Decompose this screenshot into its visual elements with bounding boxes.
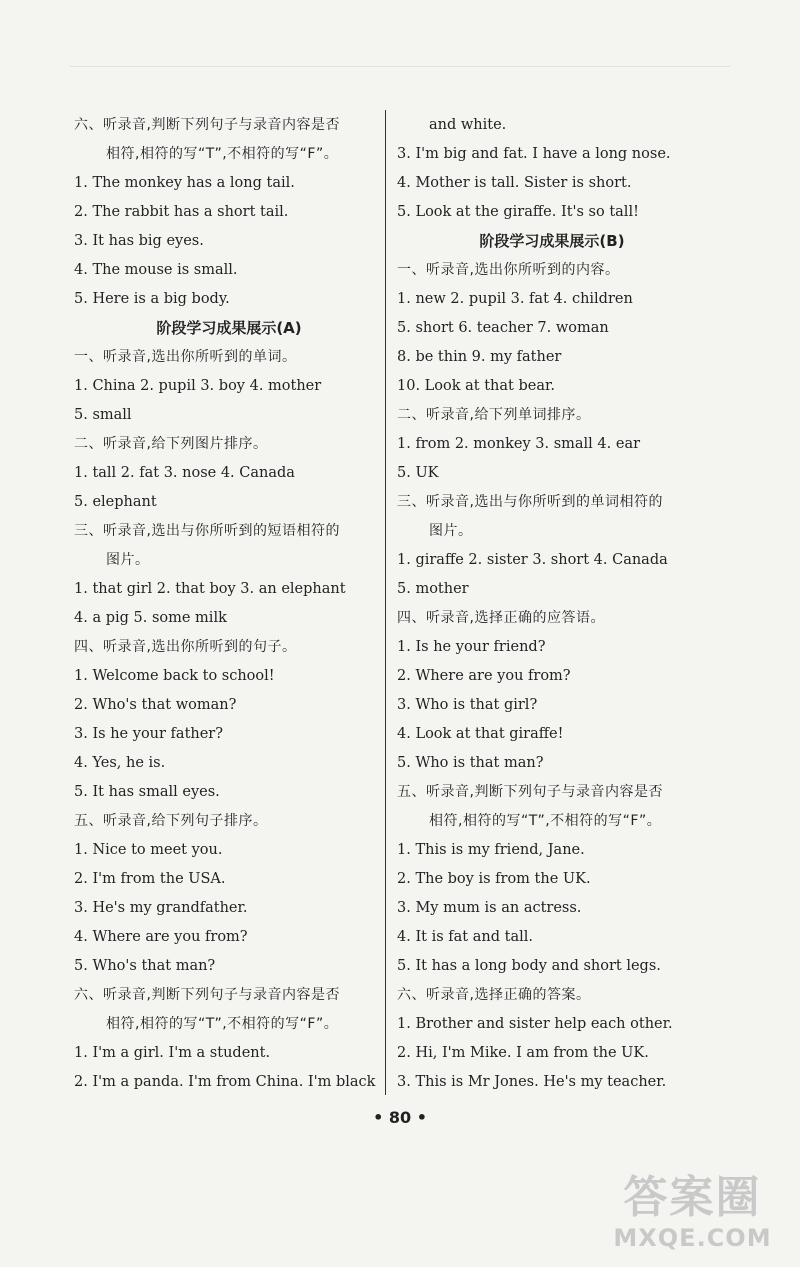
question-instruction-continued: 图片。 bbox=[106, 552, 150, 568]
answer-line: 5. elephant bbox=[74, 494, 157, 510]
answer-line: 1. new 2. pupil 3. fat 4. children bbox=[397, 291, 633, 307]
answer-line: 5. small bbox=[74, 407, 132, 423]
answer-line: 5. UK bbox=[397, 465, 439, 481]
answer-line: 1. This is my friend, Jane. bbox=[397, 842, 585, 858]
answer-line: 5. Look at the giraffe. It's so tall! bbox=[397, 204, 639, 220]
answer-line: 3. I'm big and fat. I have a long nose. bbox=[397, 146, 671, 162]
watermark-top-text: 答案圈 bbox=[623, 1172, 762, 1223]
answer-line: 4. The mouse is small. bbox=[74, 262, 238, 278]
answer-line: 4. It is fat and tall. bbox=[397, 929, 533, 945]
answer-line: 1. China 2. pupil 3. boy 4. mother bbox=[74, 378, 322, 394]
answer-line: 1. Brother and sister help each other. bbox=[397, 1016, 673, 1032]
answer-line: 4. Yes, he is. bbox=[74, 755, 166, 771]
answer-line: 4. a pig 5. some milk bbox=[74, 610, 227, 626]
question-instruction: 五、听录音,给下列句子排序。 bbox=[74, 813, 268, 829]
column-divider bbox=[385, 110, 386, 1095]
question-instruction-continued: 相符,相符的写“T”,不相符的写“F”。 bbox=[429, 813, 662, 829]
answer-line: 1. I'm a girl. I'm a student. bbox=[74, 1045, 271, 1061]
question-instruction: 六、听录音,判断下列句子与录音内容是否 bbox=[74, 117, 340, 133]
section-heading: 阶段学习成果展示(B) bbox=[479, 232, 625, 250]
question-instruction: 三、听录音,选出与你所听到的单词相符的 bbox=[397, 494, 663, 510]
answer-line: 5. Who's that man? bbox=[74, 958, 216, 974]
answer-line: 2. Who's that woman? bbox=[74, 697, 237, 713]
answer-line: 1. Nice to meet you. bbox=[74, 842, 223, 858]
answer-line: 1. tall 2. fat 3. nose 4. Canada bbox=[74, 465, 295, 481]
answer-line: 1. Welcome back to school! bbox=[74, 668, 275, 684]
question-instruction-continued: 图片。 bbox=[429, 523, 473, 539]
answer-line: 2. I'm a panda. I'm from China. I'm black bbox=[74, 1074, 376, 1090]
answer-line: 5. It has a long body and short legs. bbox=[397, 958, 661, 974]
answer-line: 4. Look at that giraffe! bbox=[397, 726, 564, 742]
section-heading: 阶段学习成果展示(A) bbox=[156, 319, 302, 337]
question-instruction: 四、听录音,选出你所听到的句子。 bbox=[74, 639, 297, 655]
answer-line: 5. Here is a big body. bbox=[74, 291, 230, 307]
question-instruction: 五、听录音,判断下列句子与录音内容是否 bbox=[397, 784, 663, 800]
answer-line: 10. Look at that bear. bbox=[397, 378, 555, 394]
header-rule bbox=[70, 66, 730, 67]
question-instruction-continued: 相符,相符的写“T”,不相符的写“F”。 bbox=[106, 1016, 339, 1032]
answer-line: 5. It has small eyes. bbox=[74, 784, 220, 800]
answer-line: 2. Hi, I'm Mike. I am from the UK. bbox=[397, 1045, 649, 1061]
answer-line: 1. that girl 2. that boy 3. an elephant bbox=[74, 581, 346, 597]
answer-line: 3. He's my grandfather. bbox=[74, 900, 248, 916]
answer-line: 1. The monkey has a long tail. bbox=[74, 175, 295, 191]
answer-line: 3. Who is that girl? bbox=[397, 697, 538, 713]
answer-line: 5. Who is that man? bbox=[397, 755, 544, 771]
question-instruction: 四、听录音,选择正确的应答语。 bbox=[397, 610, 605, 626]
answer-line: 3. It has big eyes. bbox=[74, 233, 204, 249]
answer-line: 5. mother bbox=[397, 581, 469, 597]
answer-line: 2. The rabbit has a short tail. bbox=[74, 204, 289, 220]
page-number: • 80 • bbox=[373, 1108, 427, 1127]
watermark-bottom-text: MXQE.COM bbox=[613, 1224, 772, 1252]
answer-line: 5. short 6. teacher 7. woman bbox=[397, 320, 609, 336]
answer-line: 2. The boy is from the UK. bbox=[397, 871, 591, 887]
answer-line: 1. from 2. monkey 3. small 4. ear bbox=[397, 436, 641, 452]
question-instruction: 六、听录音,选择正确的答案。 bbox=[397, 987, 591, 1003]
answer-line-continued: and white. bbox=[429, 117, 507, 133]
question-instruction: 二、听录音,给下列单词排序。 bbox=[397, 407, 591, 423]
answer-line: 3. Is he your father? bbox=[74, 726, 224, 742]
answer-line: 1. Is he your friend? bbox=[397, 639, 546, 655]
answer-line: 2. I'm from the USA. bbox=[74, 871, 226, 887]
answer-line: 8. be thin 9. my father bbox=[397, 349, 562, 365]
answer-line: 4. Mother is tall. Sister is short. bbox=[397, 175, 632, 191]
answer-line: 4. Where are you from? bbox=[74, 929, 248, 945]
question-instruction-continued: 相符,相符的写“T”,不相符的写“F”。 bbox=[106, 146, 339, 162]
question-instruction: 一、听录音,选出你所听到的内容。 bbox=[397, 262, 620, 278]
answer-line: 2. Where are you from? bbox=[397, 668, 571, 684]
watermark-logo bbox=[605, 1172, 780, 1257]
question-instruction: 三、听录音,选出与你所听到的短语相符的 bbox=[74, 523, 340, 539]
answer-line: 3. This is Mr Jones. He's my teacher. bbox=[397, 1074, 667, 1090]
question-instruction: 二、听录音,给下列图片排序。 bbox=[74, 436, 268, 452]
question-instruction: 一、听录音,选出你所听到的单词。 bbox=[74, 349, 297, 365]
right-column bbox=[397, 111, 707, 1097]
left-column bbox=[74, 111, 384, 1097]
answer-line: 3. My mum is an actress. bbox=[397, 900, 582, 916]
question-instruction: 六、听录音,判断下列句子与录音内容是否 bbox=[74, 987, 340, 1003]
answer-line: 1. giraffe 2. sister 3. short 4. Canada bbox=[397, 552, 668, 568]
